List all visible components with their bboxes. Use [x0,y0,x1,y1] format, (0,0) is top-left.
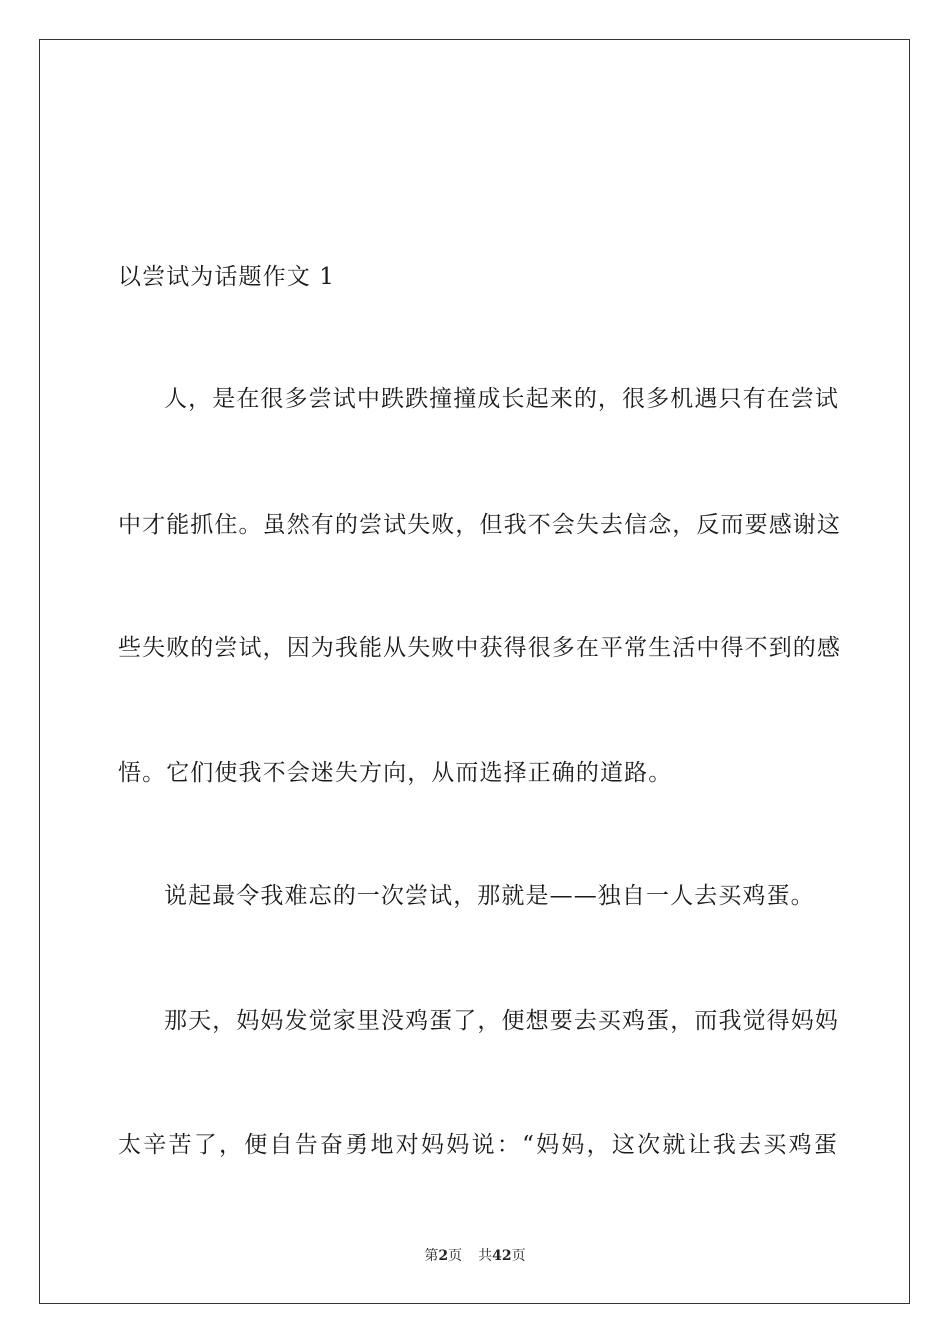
footer-total-prefix: 共 [478,1248,493,1264]
footer-page-unit: 页 [448,1248,463,1264]
paragraph-3-line-1: 那天，妈妈发觉家里没鸡蛋了，便想要去买鸡蛋，而我觉得妈妈 [164,1008,839,1034]
page-border [39,39,910,1304]
document-title: 以尝试为话题作文 1 [118,264,335,290]
paragraph-1-line-4: 悟。它们使我不会迷失方向，从而选择正确的道路。 [118,760,673,786]
page-footer [0,1246,950,1266]
paragraph-1-line-3: 些失败的尝试，因为我能从失败中获得很多在平常生活中得不到的感 [118,635,841,661]
paragraph-3-line-2: 太辛苦了，便自告奋勇地对妈妈说：“妈妈，这次就让我去买鸡蛋 [118,1132,838,1158]
footer-total-unit: 页 [511,1248,526,1264]
footer-page-prefix: 第 [424,1248,439,1264]
footer-total-pages: 42 [492,1248,512,1264]
paragraph-2-line-1: 说起最令我难忘的一次尝试，那就是——独自一人去买鸡蛋。 [164,883,815,909]
paragraph-1-line-1: 人，是在很多尝试中跌跌撞撞成长起来的，很多机遇只有在尝试 [164,386,839,412]
footer-page-number: 2 [438,1248,449,1264]
paragraph-1-line-2: 中才能抓住。虽然有的尝试失败，但我不会失去信念，反而要感谢这 [118,512,841,538]
